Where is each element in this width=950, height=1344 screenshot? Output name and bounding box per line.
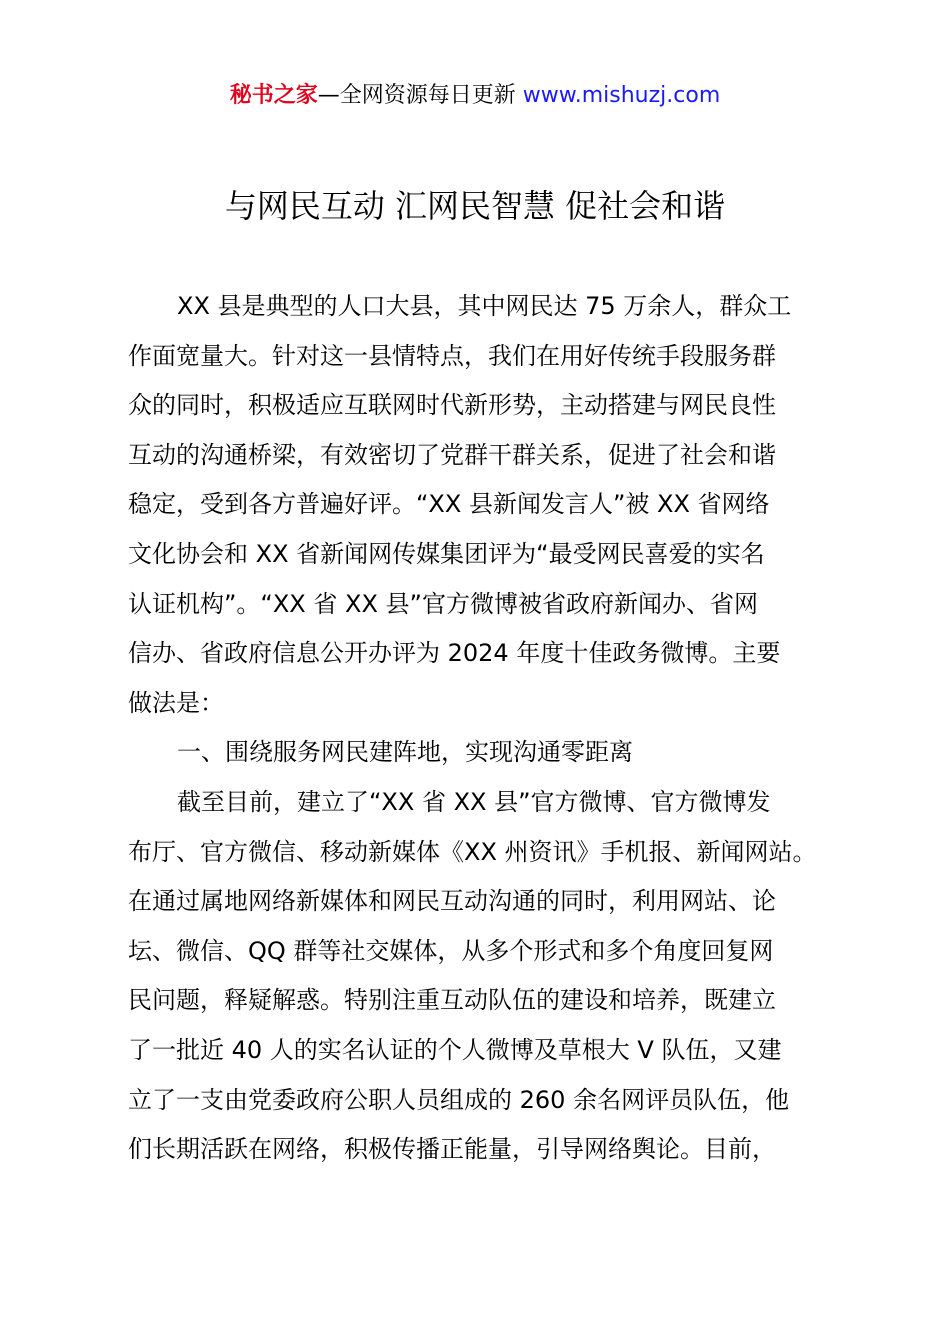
paragraph-line: 们长期活跃在网络，积极传播正能量，引导网络舆论。目前，	[128, 1135, 776, 1164]
paragraph-line: XX 县是典型的人口大县，其中网民达 75 万余人，群众工	[177, 292, 792, 320]
paragraph-line: 稳定，受到各方普遍好评。“XX 县新闻发言人”被 XX 省网络	[128, 490, 770, 519]
paragraph-line: 了一批近 40 人的实名认证的个人微博及草根大 V 队伍，又建	[128, 1035, 782, 1064]
paragraph-line: 众的同时，积极适应互联网时代新形势，主动搭建与网民良性	[128, 391, 776, 420]
paragraph-line: 信办、省政府信息公开办评为 2024 年度十佳政务微博。主要	[128, 639, 781, 668]
paragraph-line: 布厅、官方微信、移动新媒体《XX 州资讯》手机报、新闻网站。	[128, 837, 817, 866]
document-title: 与网民互动 汇网民智慧 促社会和谐	[224, 187, 726, 225]
site-header	[0, 80, 950, 112]
paragraph-line: 民问题，释疑解惑。特别注重互动队伍的建设和培养，既建立	[128, 986, 776, 1015]
paragraph-line: 立了一支由党委政府公职人员组成的 260 余名网评员队伍，他	[128, 1085, 790, 1114]
paragraph-line: 互动的沟通桥梁，有效密切了党群干群关系，促进了社会和谐	[128, 440, 776, 469]
paragraph-line: 截至目前，建立了“XX 省 XX 县”官方微博、官方微博发	[177, 787, 771, 816]
site-link[interactable]: www.mishuzj.com	[522, 83, 721, 108]
paragraph-line: 认证机构”。“XX 省 XX 县”官方微博被省政府新闻办、省网	[128, 589, 758, 618]
header-tagline: —全网资源每日更新	[317, 83, 516, 108]
document-body	[128, 282, 838, 1175]
paragraph-line: 坛、微信、QQ 群等社交媒体，从多个形式和多个角度回复网	[128, 936, 774, 965]
paragraph-line: 文化协会和 XX 省新闻网传媒集团评为“最受网民喜爱的实名	[128, 539, 765, 568]
paragraph-line: 做法是：	[128, 688, 224, 717]
brand-name: 秘书之家	[229, 83, 318, 108]
section-heading: 一、围绕服务网民建阵地，实现沟通零距离	[177, 738, 633, 767]
paragraph-line: 在通过属地网络新媒体和网民互动沟通的同时，利用网站、论	[128, 887, 776, 916]
paragraph-line: 作面宽量大。针对这一县情特点，我们在用好传统手段服务群	[128, 341, 776, 370]
